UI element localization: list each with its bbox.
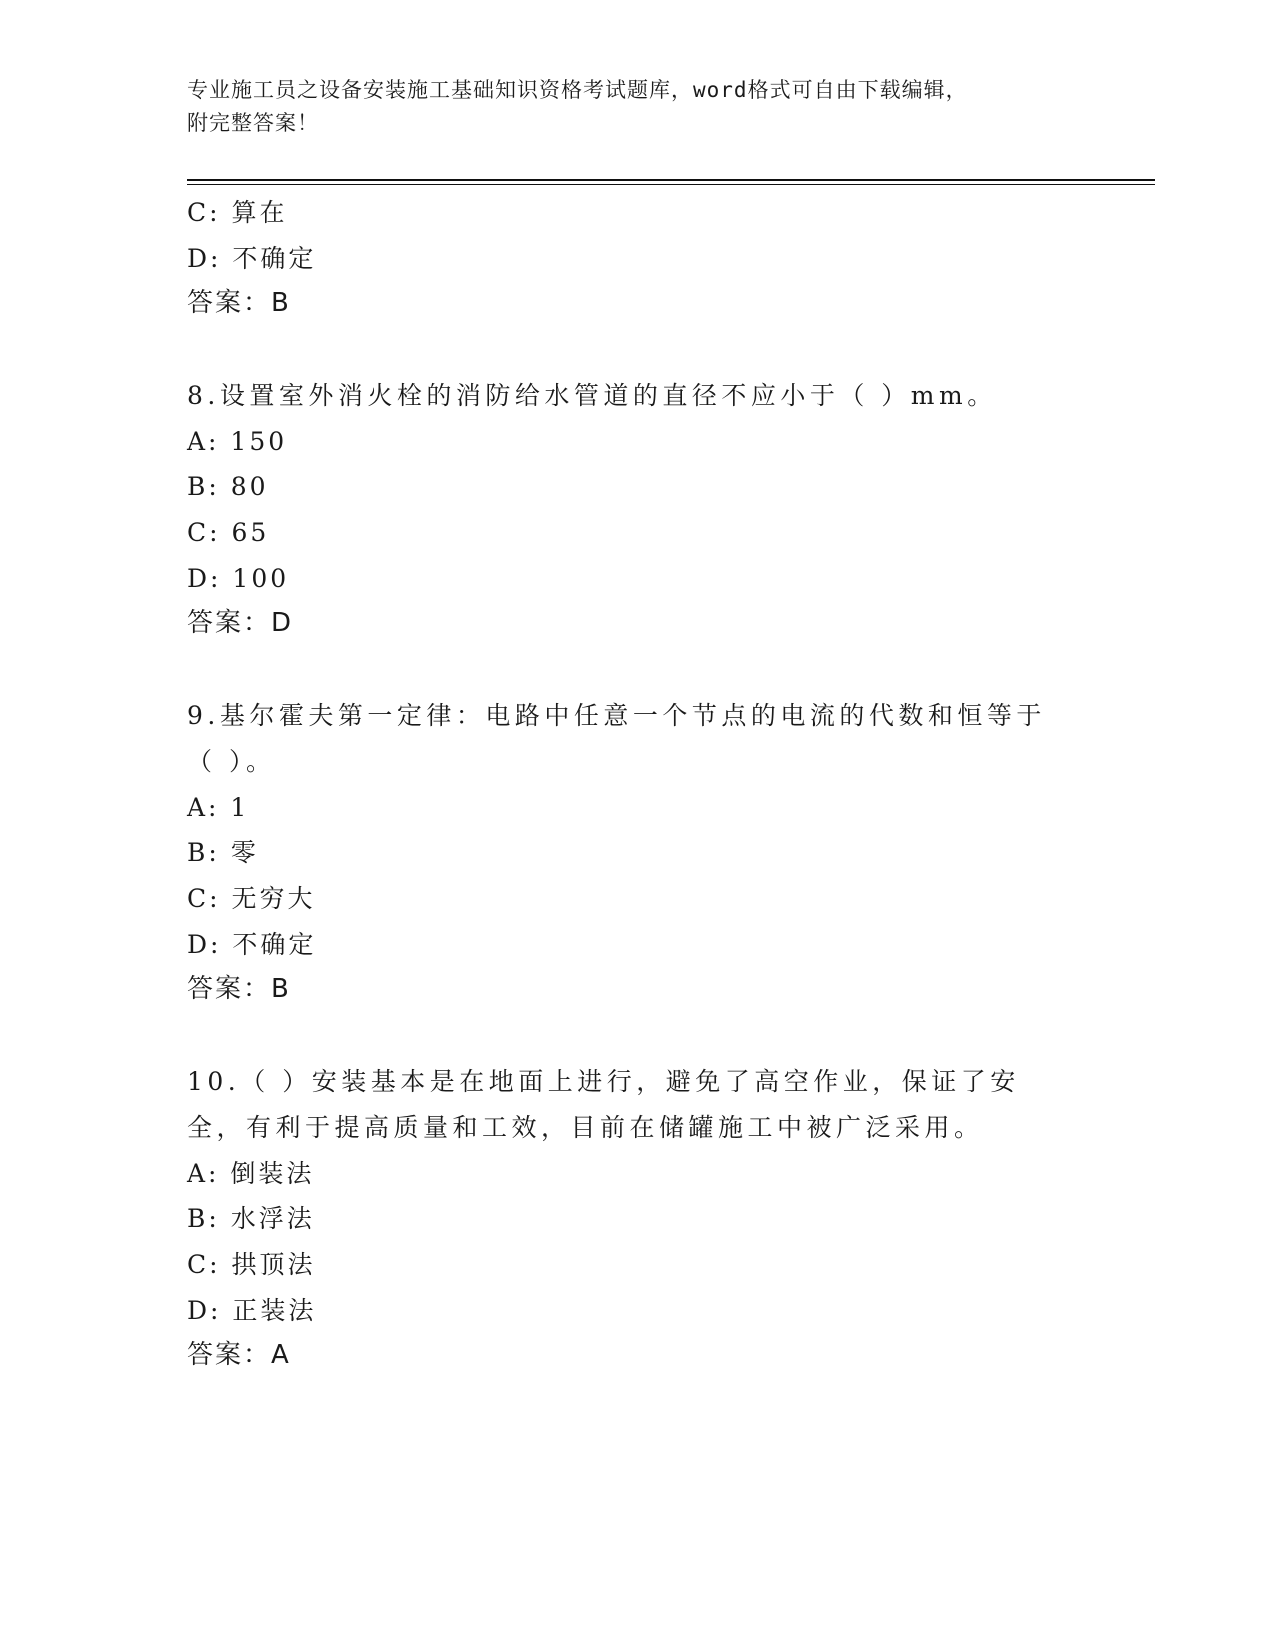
option-b: B: 80 — [187, 472, 269, 502]
question-8 — [187, 373, 1067, 647]
spacer — [187, 1013, 1067, 1059]
answer-line: 答案：B — [187, 288, 291, 319]
question-stem: 10.（ ）安装基本是在地面上进行，避免了高空作业，保证了安全，有利于提高质量和工效，目前在储罐施工中被广泛采用。 — [187, 1066, 1020, 1142]
question-stem: 9.基尔霍夫第一定律：电路中任意一个节点的电流的代数和恒等于（ ）。 — [187, 700, 1046, 776]
option-b: B: 零 — [187, 838, 259, 868]
option-d: D: 不确定 — [187, 243, 317, 273]
option-c: C: 无穷大 — [187, 883, 316, 913]
spacer — [187, 327, 1067, 373]
question-10 — [187, 1059, 1067, 1379]
option-c: C: 拱顶法 — [187, 1249, 316, 1279]
option-d: D: 不确定 — [187, 929, 317, 959]
answer-line: 答案：A — [187, 1340, 291, 1371]
option-a: A: 150 — [187, 426, 288, 456]
spacer — [187, 647, 1067, 693]
question-list — [187, 190, 1067, 1379]
question-stem: 8.设置室外消火栓的消防给水管道的直径不应小于（ ）mm。 — [187, 380, 997, 410]
answer-line: 答案：D — [187, 608, 294, 639]
option-c: C: 65 — [187, 517, 270, 547]
header-divider-thin — [187, 184, 1155, 185]
option-d: D: 正装法 — [187, 1295, 317, 1325]
option-a: A: 1 — [187, 792, 250, 822]
option-c: C: 算在 — [187, 198, 288, 227]
question-9 — [187, 693, 1067, 1013]
header-line-2: 附完整答案！ — [187, 111, 319, 135]
partial-question-7 — [187, 190, 1067, 327]
answer-line: 答案：B — [187, 974, 291, 1005]
header-divider-thick — [187, 179, 1155, 181]
document-header — [187, 74, 1067, 140]
option-a: A: 倒装法 — [187, 1158, 315, 1188]
header-line-1: 专业施工员之设备安装施工基础知识资格考试题库，word格式可自由下载编辑， — [187, 78, 968, 102]
option-b: B: 水浮法 — [187, 1204, 315, 1234]
option-d: D: 100 — [187, 563, 290, 593]
